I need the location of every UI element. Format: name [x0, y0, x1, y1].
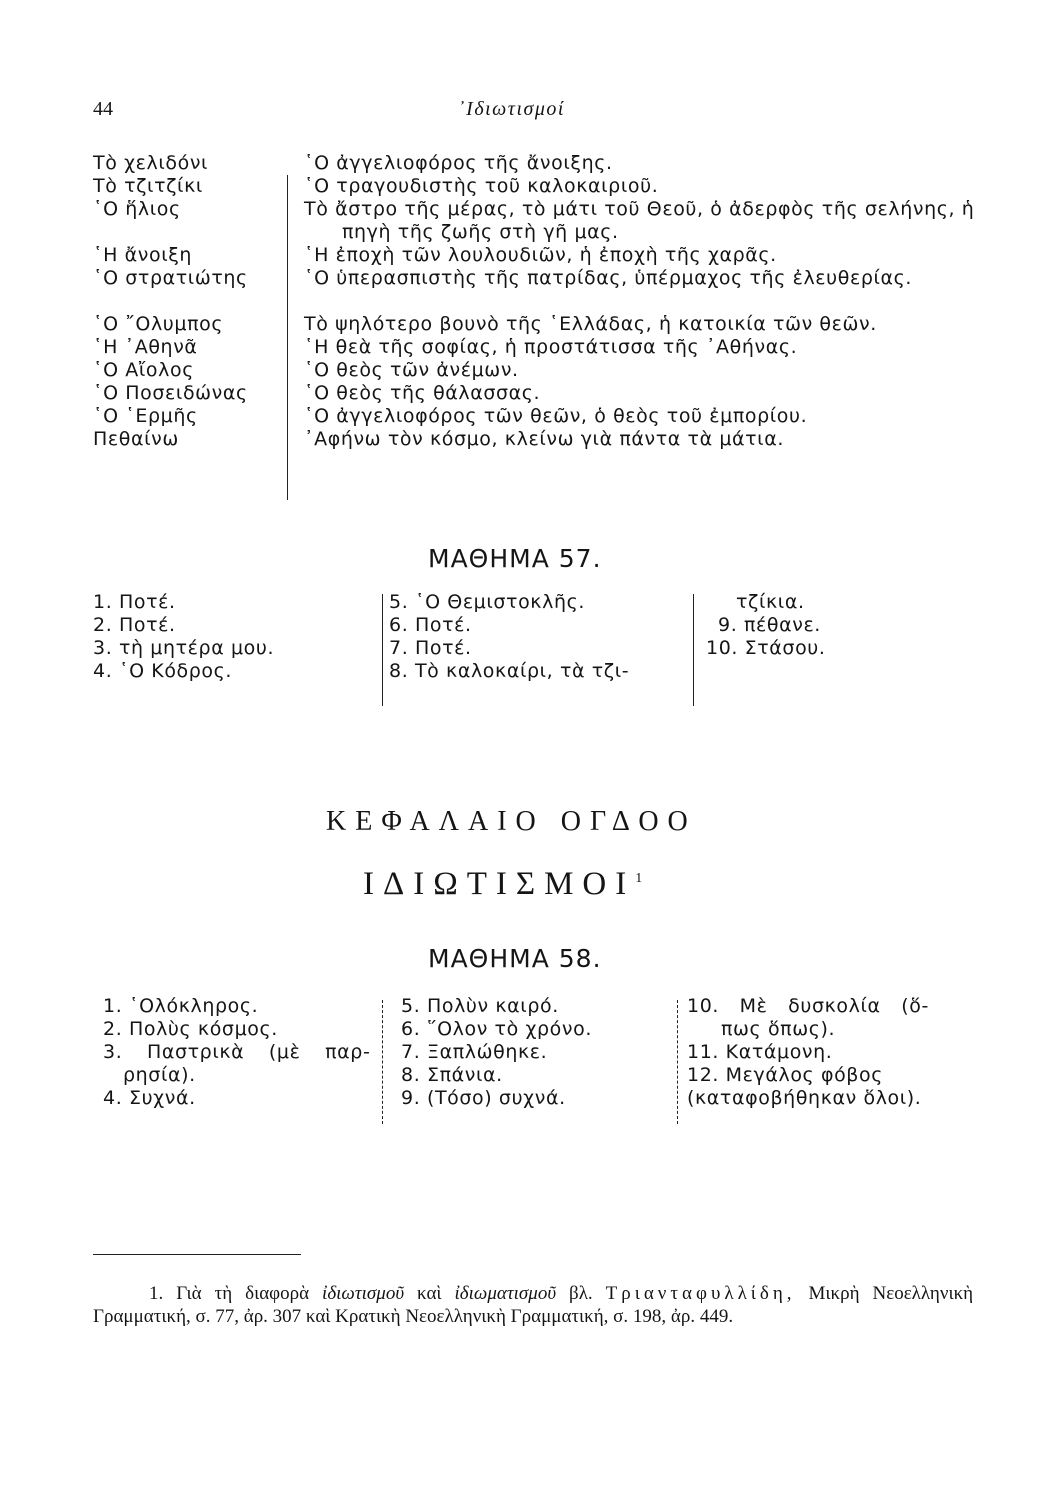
answer-item: 7. Ξαπλώθηκε.: [401, 1041, 548, 1063]
footnote-text: Γιὰ τὴ διαφορὰ: [176, 1283, 310, 1304]
answer-item: 7. Ποτέ.: [389, 637, 472, 659]
glossary-definition: ῾Η ἐποχὴ τῶν λουλουδιῶν, ἡ ἐποχὴ τῆς χαρᾶς.: [304, 244, 777, 266]
answer-item: 10. Μὲ δυσκολία (ὅ-: [687, 995, 929, 1017]
glossary-term: ῾Ο Ποσειδώνας: [93, 382, 248, 404]
glossary-divider: [287, 175, 288, 500]
answer-item: 6. ῞Ολον τὸ χρόνο.: [401, 1018, 592, 1040]
lesson-58-answers-col-3: [687, 995, 929, 1110]
lesson-57-answers-col-2: [389, 591, 629, 683]
answer-item: 9. (Τόσο) συχνά.: [401, 1087, 566, 1109]
glossary-term: ῾Ο ἥλιος: [93, 198, 181, 220]
glossary-definition: ῾Ο ἀγγελιοφόρος τῆς ἄνοιξης.: [304, 152, 613, 174]
answer-item: 2. Ποτέ.: [93, 614, 176, 636]
glossary-term: ῾Ο ῎Ολυμπος: [93, 313, 224, 335]
answer-item: 5. Πολὺν καιρό.: [401, 995, 559, 1017]
lesson-57-title: ΜΑΘΗΜΑ 57.: [428, 544, 602, 573]
glossary-term: ῾Ο ῾Ερμῆς: [93, 405, 198, 427]
answer-item: (καταφοβήθηκαν ὅλοι).: [687, 1087, 922, 1109]
glossary-definition: ῾Ο θεὸς τῶν ἀνέμων.: [304, 359, 519, 381]
answer-item: 6. Ποτέ.: [389, 614, 472, 636]
glossary-term: ῾Η ἄνοιξη: [93, 244, 193, 266]
chapter-label: ΚΕΦΑΛΑΙΟ ΟΓΔΟΟ: [326, 806, 697, 837]
glossary-definition: Τὸ ψηλότερο βουνὸ τῆς ῾Ελλάδας, ἡ κατοικία τῶν θεῶν.: [304, 313, 877, 335]
answer-item: τζίκια.: [736, 591, 805, 613]
glossary-definition: ᾿Αφήνω τὸν κόσμο, κλείνω γιὰ πάντα τὰ μάτια.: [304, 428, 784, 450]
glossary-definition: ῾Ο ὑπερασπιστὴς τῆς πατρίδας, ὑπέρμαχος τῆς ἐλευθερίας.: [304, 267, 913, 289]
answer-item: 8. Σπάνια.: [401, 1064, 503, 1086]
answer-item: 4. ῾Ο Κόδρος.: [93, 660, 233, 682]
footnote-rule: [93, 1254, 301, 1255]
running-head: ᾿Ιδιωτισμοί: [458, 98, 565, 120]
answer-item: 1. Ποτέ.: [93, 591, 176, 613]
answer-item: 12. Μεγάλος φόβος: [687, 1064, 884, 1086]
footnote-see: βλ.: [569, 1283, 593, 1304]
glossary-definition: ῾Η θεὰ τῆς σοφίας, ἡ προστάτισσα τῆς ᾿Αθήνας.: [304, 336, 798, 358]
footnote-term-2: ἰδιωματισμοῦ: [454, 1283, 557, 1304]
lesson-58-title: ΜΑΘΗΜΑ 58.: [428, 944, 602, 973]
lesson-57-answers-col-1: [93, 591, 274, 683]
footnote-conjunction: καὶ: [417, 1283, 442, 1304]
glossary-definition: ῾Ο θεὸς τῆς θάλασσας.: [304, 382, 541, 404]
footnote: [93, 1282, 973, 1328]
footnote-term-1: ἰδιωτισμοῦ: [322, 1283, 405, 1304]
footnote-author: Τριανταφυλλίδη,: [605, 1283, 796, 1304]
answer-item: 8. Τὸ καλοκαίρι, τὰ τζι-: [389, 660, 630, 682]
lesson-58-answers-col-2: [401, 995, 592, 1110]
answer-item: 3. Παστρικὰ (μὲ παρ-: [103, 1041, 371, 1063]
glossary-term: ῾Η ᾿Αθηνᾶ: [93, 336, 198, 358]
lesson-57-divider-1: [382, 594, 383, 706]
page-number: 44: [93, 98, 113, 120]
answer-item: 10. Στάσου.: [706, 637, 826, 659]
answer-item: πως ὅπως).: [721, 1018, 836, 1040]
glossary-definition: Τὸ ἄστρο τῆς μέρας, τὸ μάτι τοῦ Θεοῦ, ὁ ἀδερφὸς τῆς σελήνης, ἡ πηγὴ τῆς ζωῆς στὴ γῆ μας.: [304, 198, 975, 243]
lesson-58-divider-1: [382, 1000, 383, 1124]
glossary-term: ῾Ο Αἴολος: [93, 359, 194, 381]
answer-item: 3. τὴ μητέρα μου.: [93, 637, 275, 659]
answer-item: ρησία).: [123, 1064, 196, 1086]
lesson-57-divider-2: [693, 594, 694, 706]
lesson-58-answers-col-1: [103, 995, 371, 1110]
answer-item: 9. πέθανε.: [718, 614, 821, 636]
glossary-term: Πεθαίνω: [93, 428, 179, 450]
glossary-terms: [93, 152, 273, 451]
chapter-title-text: ΙΔΙΩΤΙΣΜΟΙ: [363, 866, 636, 902]
chapter-title: [363, 866, 642, 903]
glossary-term: Τὸ χελιδόνι: [93, 152, 209, 174]
footnote-marker: 1: [635, 871, 643, 886]
lesson-57-answers-col-3: [706, 591, 826, 660]
glossary-term: Τὸ τζιτζίκι: [93, 175, 203, 197]
answer-item: 5. ῾Ο Θεμιστοκλῆς.: [389, 591, 585, 613]
footnote-reference: Μικρὴ Νεοελληνικὴ Γραμματική, σ. 77, ἀρ. 307 καὶ Κρατικὴ Νεοελληνικὴ Γραμματική, σ. 198, ἀρ. 449.: [93, 1283, 974, 1327]
answer-item: 4. Συχνά.: [103, 1087, 196, 1109]
glossary-definitions: [304, 152, 994, 451]
answer-item: 11. Κατάμονη.: [687, 1041, 833, 1063]
answer-item: 2. Πολὺς κόσμος.: [103, 1018, 278, 1040]
glossary-definition: ῾Ο τραγουδιστὴς τοῦ καλοκαιριοῦ.: [304, 175, 659, 197]
footnote-number: 1.: [149, 1283, 164, 1304]
glossary-term: ῾Ο στρατιώτης: [93, 267, 248, 289]
answer-item: 1. ῾Ολόκληρος.: [103, 995, 259, 1017]
glossary-definition: ῾Ο ἀγγελιοφόρος τῶν θεῶν, ὁ θεὸς τοῦ ἐμπορίου.: [304, 405, 808, 427]
lesson-58-divider-2: [677, 1000, 678, 1124]
